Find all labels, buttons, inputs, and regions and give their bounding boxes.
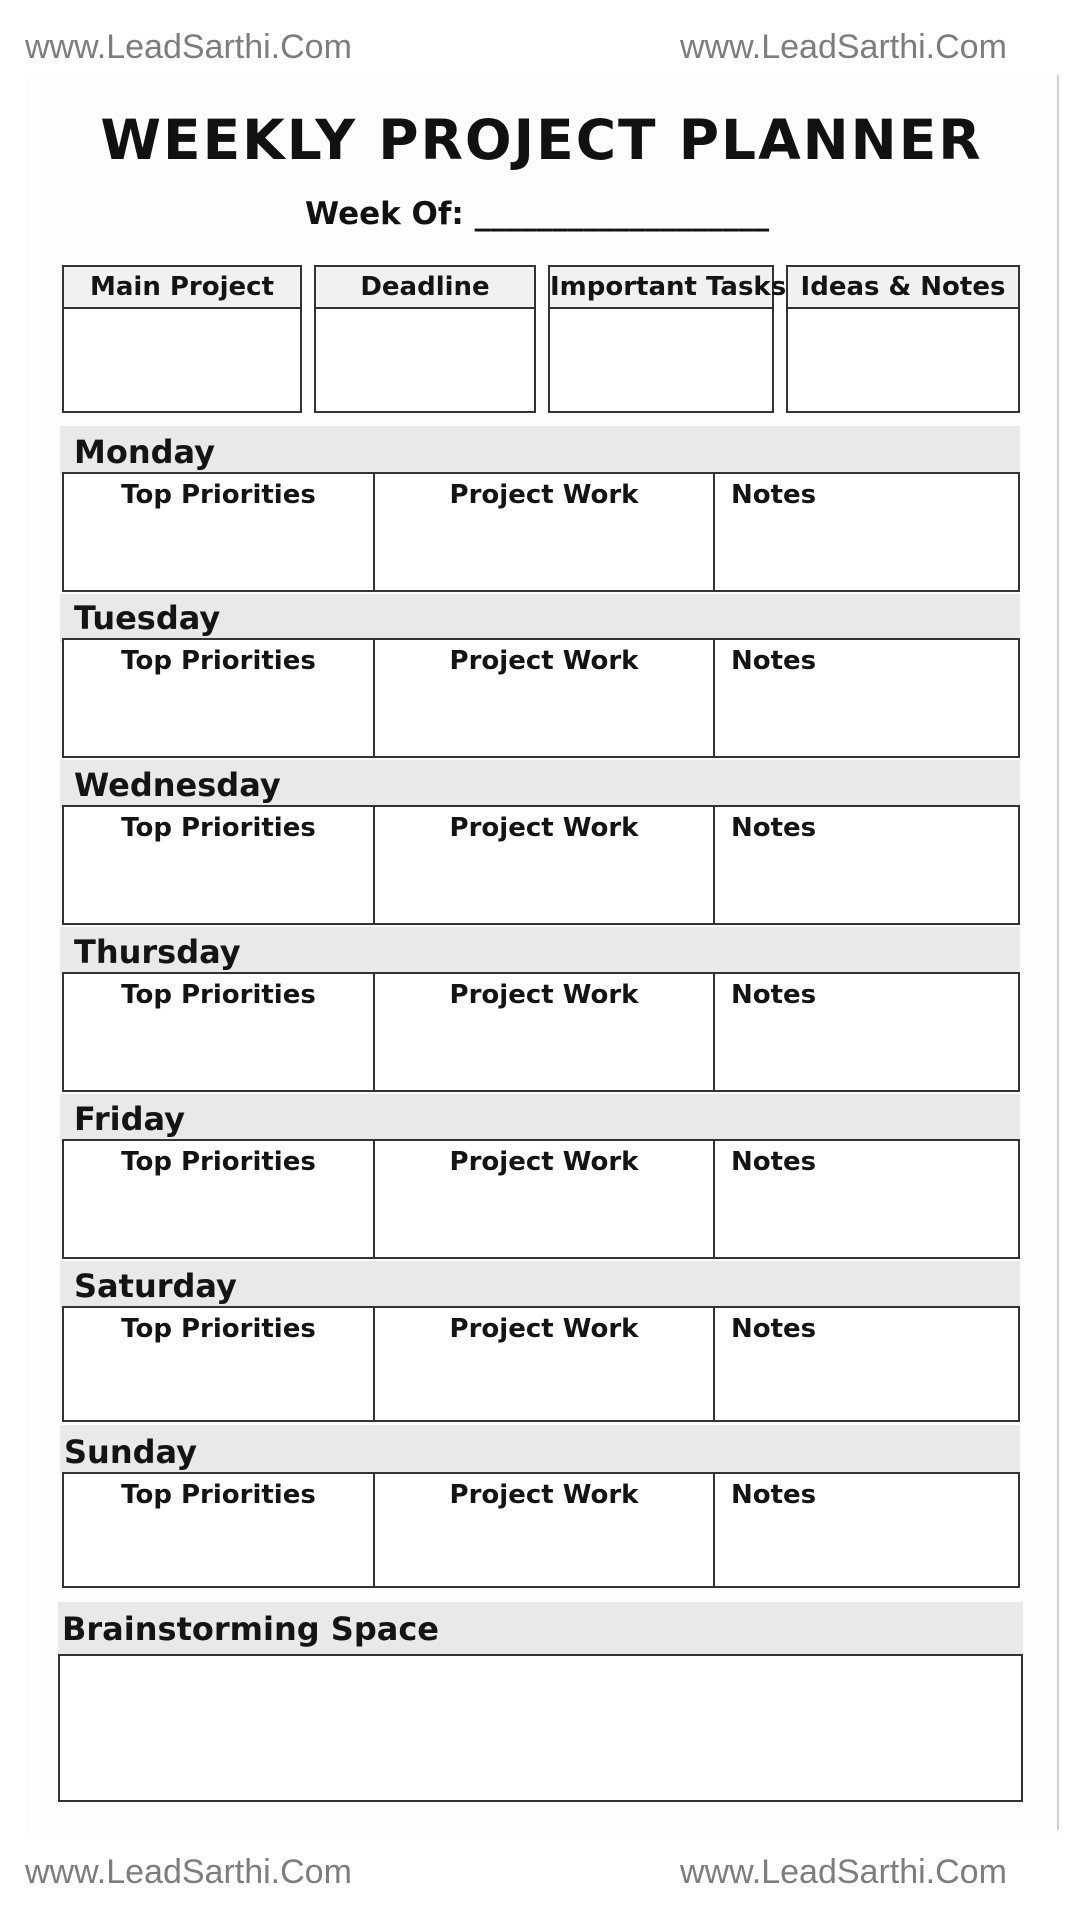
notes-cell[interactable]: Notes: [731, 813, 817, 843]
notes-cell[interactable]: Notes: [731, 1147, 817, 1177]
tuesday-grid: [62, 638, 1020, 758]
project-work-cell[interactable]: Project Work: [375, 807, 715, 923]
watermark-top-left: www.LeadSarthi.Com: [25, 28, 352, 66]
day-label-sunday: Sunday: [64, 1433, 197, 1471]
ideas-notes-header: Ideas & Notes: [788, 267, 1018, 309]
top-priorities-cell[interactable]: Top Priorities: [64, 807, 375, 923]
notes-cell[interactable]: Notes: [731, 1314, 817, 1344]
top-priorities-cell[interactable]: Top Priorities: [64, 1308, 375, 1420]
brainstorm-label: Brainstorming Space: [62, 1610, 439, 1648]
top-priorities-cell[interactable]: Top Priorities: [64, 474, 375, 590]
saturday-grid: [62, 1306, 1020, 1422]
page-title: WEEKLY PROJECT PLANNER: [100, 108, 983, 172]
sunday-grid: [62, 1472, 1020, 1588]
top-priorities-cell[interactable]: Top Priorities: [64, 640, 375, 756]
project-work-cell[interactable]: Project Work: [375, 1308, 715, 1420]
project-work-cell[interactable]: Project Work: [375, 1474, 715, 1586]
main-project-box[interactable]: [62, 265, 302, 413]
day-label-wednesday: Wednesday: [74, 766, 281, 804]
watermark-bottom-right: www.LeadSarthi.Com: [680, 1853, 1007, 1891]
sunday-band: [60, 1425, 1020, 1473]
day-label-saturday: Saturday: [74, 1267, 237, 1305]
top-priorities-cell[interactable]: Top Priorities: [64, 974, 375, 1090]
watermark-bottom-left: www.LeadSarthi.Com: [25, 1853, 352, 1891]
important-tasks-box[interactable]: [548, 265, 787, 413]
notes-cell[interactable]: Notes: [731, 646, 817, 676]
day-label-friday: Friday: [74, 1100, 185, 1138]
page-edge: [1057, 75, 1059, 1830]
monday-grid: [62, 472, 1020, 592]
day-label-monday: Monday: [74, 433, 215, 471]
week-of-field[interactable]: Week Of: ___________________: [305, 196, 770, 232]
wednesday-grid: [62, 805, 1020, 925]
deadline-header: Deadline: [316, 267, 534, 309]
friday-band: [60, 1094, 1020, 1142]
day-label-tuesday: Tuesday: [74, 599, 221, 637]
friday-grid: [62, 1139, 1020, 1259]
main-project-header: Main Project: [64, 267, 300, 309]
project-work-cell[interactable]: Project Work: [375, 640, 715, 756]
notes-cell[interactable]: Notes: [731, 480, 817, 510]
ideas-notes-box[interactable]: [786, 265, 1020, 413]
top-priorities-cell[interactable]: Top Priorities: [64, 1141, 375, 1257]
watermark-top-right: www.LeadSarthi.Com: [680, 28, 1007, 66]
project-work-cell[interactable]: Project Work: [375, 1141, 715, 1257]
top-priorities-cell[interactable]: Top Priorities: [64, 1474, 375, 1586]
project-work-cell[interactable]: Project Work: [375, 974, 715, 1090]
important-tasks-header: Important Tasks: [550, 267, 772, 309]
notes-cell[interactable]: Notes: [731, 980, 817, 1010]
brainstorm-box[interactable]: [58, 1654, 1023, 1802]
day-label-thursday: Thursday: [74, 933, 241, 971]
deadline-box[interactable]: [314, 265, 536, 413]
thursday-grid: [62, 972, 1020, 1092]
project-work-cell[interactable]: Project Work: [375, 474, 715, 590]
notes-cell[interactable]: Notes: [731, 1480, 817, 1510]
